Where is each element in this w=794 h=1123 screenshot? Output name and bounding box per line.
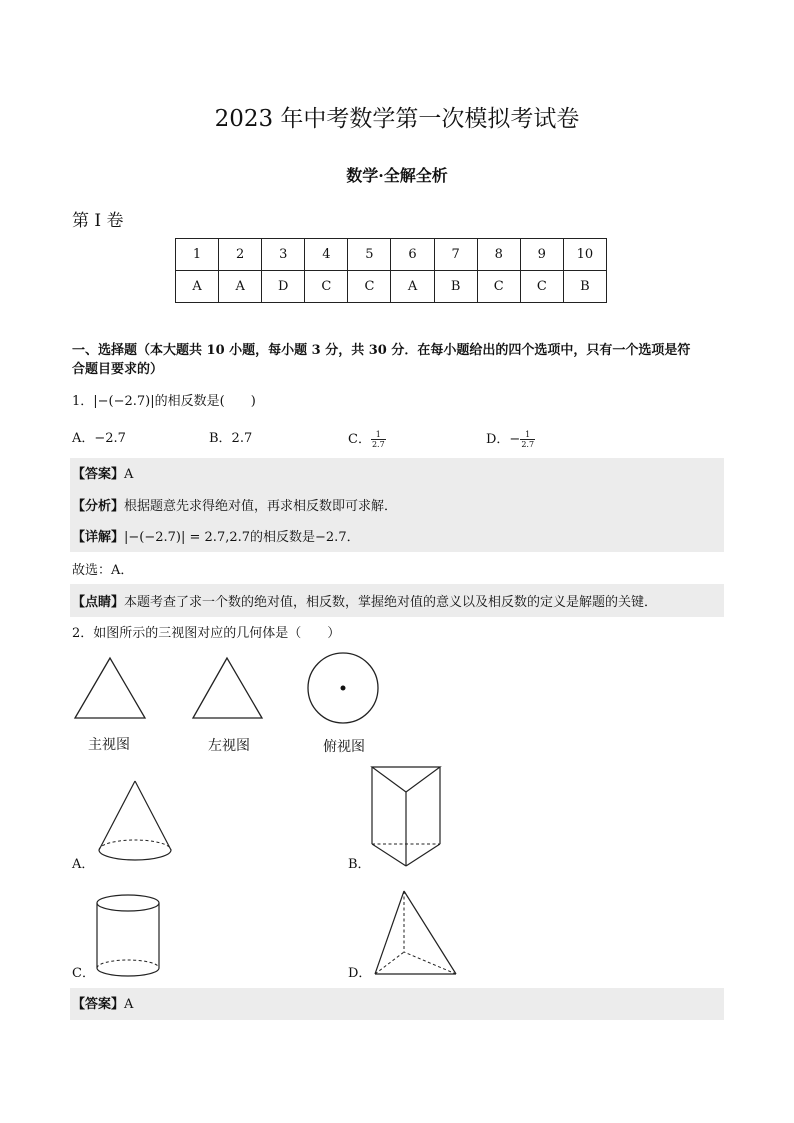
q2-option-d-label: D． [348,966,372,981]
answer-number: 6 [391,239,434,271]
analysis-text: 根据题意先求得绝对值，再求相反数即可求解． [124,499,398,514]
answer-number: 2 [219,239,262,271]
q2-answer [72,996,133,1014]
answer-letter: A [219,271,262,303]
q1-option-a: A．−2.7 [72,431,126,446]
q1-comment [72,594,657,612]
answer-letter: C [305,271,348,303]
triangular-prism-figure [369,764,445,870]
answer-letter: D [262,271,305,303]
q1-option-d-fraction [520,430,535,449]
answer-number: 1 [176,239,219,271]
q1-analysis [72,498,397,516]
q2-option-a-label: A． [72,857,95,872]
analysis-tag: 【分析】 [72,499,125,514]
comment-tag: 【点睛】 [72,595,125,610]
q1-detail [72,529,360,547]
answer-letter: A [391,271,434,303]
question-1-stem: 1．|−(−2.7)|的相反数是( ) [72,394,256,409]
answer-number: 7 [434,239,477,271]
answer-number: 10 [563,239,606,271]
answer-number: 8 [477,239,520,271]
front-view-label: 主视图 [88,737,130,753]
page-title: 2023 年中考数学第一次模拟考试卷 [214,106,580,132]
answer-number: 4 [305,239,348,271]
answer-number: 5 [348,239,391,271]
answer-table [175,238,607,303]
section-heading: 一、选择题（本大题共 10 小题，每小题 3 分，共 30 分．在每小题给出的四个选项中，只有一个选项是符 [72,343,691,358]
q1-choice: 故选：A． [72,563,134,578]
comment-text: 本题考查了求一个数的绝对值，相反数，掌握绝对值的意义以及相反数的定义是解题的关键． [124,595,658,610]
page-subtitle: 数学·全解全析 [346,166,448,185]
detail-tag: 【详解】 [72,530,125,545]
section-heading-line2: 合题目要求的） [72,362,164,377]
q2-solution-shade [70,988,724,1020]
fraction-denominator: 2.7 [371,440,385,449]
side-view-label: 左视图 [208,738,250,754]
q1-option-c [348,430,386,449]
cylinder-figure [93,893,163,981]
answer-letter: B [563,271,606,303]
tetrahedron-figure [372,888,460,980]
q1-option-c-prefix: C． [348,432,371,447]
detail-text: |−(−2.7)| = 2.7,2.7的相反数是−2.7． [124,530,360,545]
fraction-denominator: 2.7 [521,440,535,449]
q1-answer [72,466,133,484]
answer-tag: 【答案】 [72,467,125,482]
answer-value: A [124,997,134,1012]
q1-option-d-prefix: D．− [486,432,521,447]
top-view-circle [306,652,382,726]
q2-option-c-label: C． [72,966,95,981]
answer-letter: C [520,271,563,303]
answer-table-numbers-row [176,239,607,271]
answer-number: 9 [520,239,563,271]
answer-number: 3 [262,239,305,271]
q2-option-b-label: B． [348,857,371,872]
answer-value: A [124,467,134,482]
side-view-triangle [191,655,267,721]
fraction-numerator: 1 [525,430,531,439]
top-view-label: 俯视图 [323,739,365,755]
answer-tag: 【答案】 [72,997,125,1012]
cone-figure [95,778,175,868]
question-2-stem: 2．如图所示的三视图对应的几何体是（ ） [72,626,341,641]
answer-table-answers-row [176,271,607,303]
q1-option-b: B．2.7 [209,431,253,446]
fraction-numerator: 1 [375,430,381,439]
answer-letter: B [434,271,477,303]
front-view-triangle [72,655,148,721]
q1-option-c-fraction [371,430,386,449]
volume-label: 第 I 卷 [72,211,124,231]
answer-letter: C [348,271,391,303]
q1-option-d [486,430,535,449]
answer-letter: C [477,271,520,303]
answer-letter: A [176,271,219,303]
